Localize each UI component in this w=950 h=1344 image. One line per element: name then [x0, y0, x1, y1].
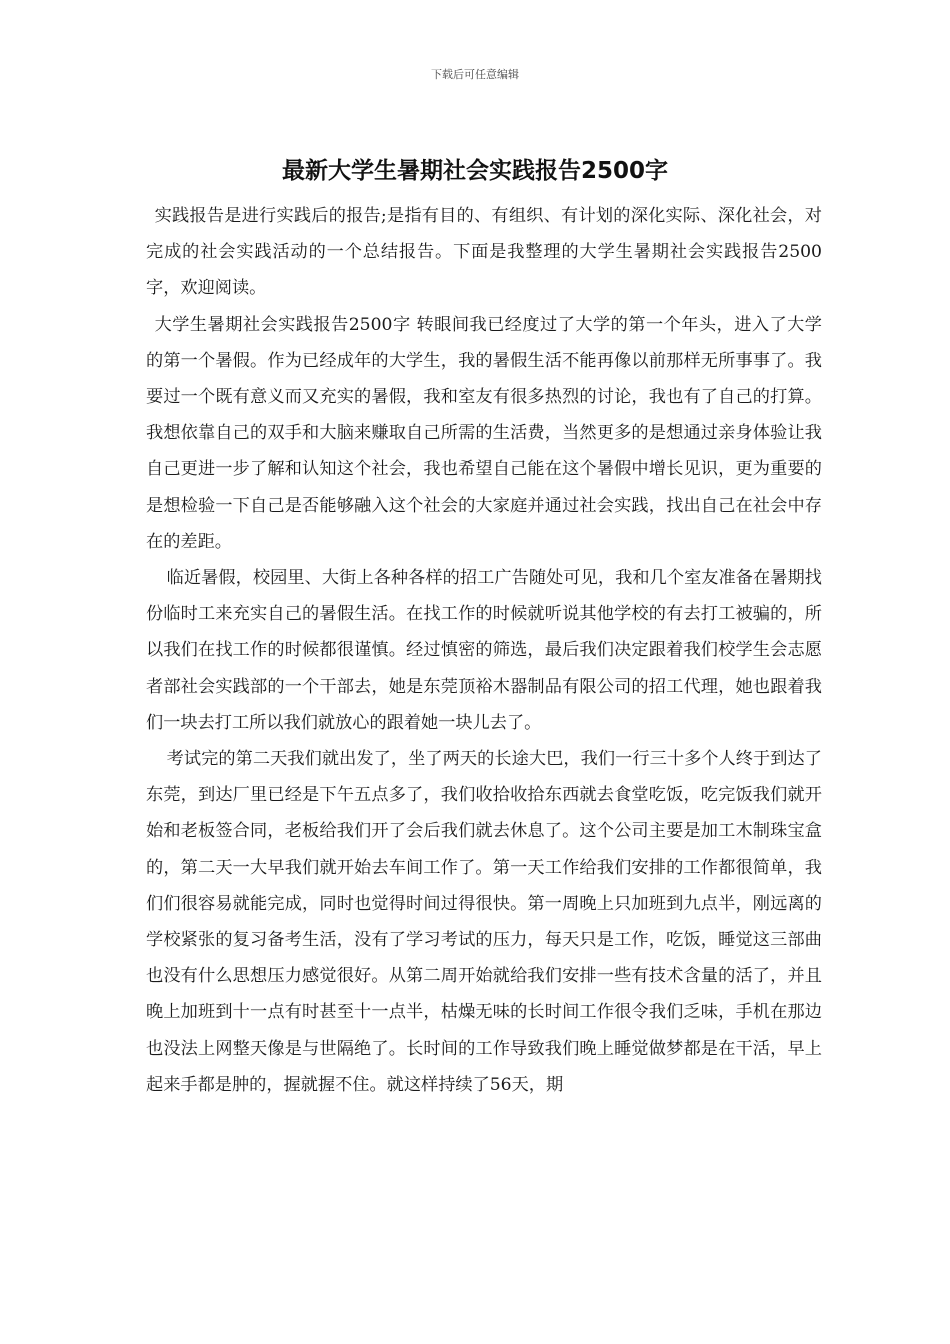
document-title: 最新大学生暑期社会实践报告2500字: [281, 158, 668, 184]
paragraph-job-search: 临近暑假，校园里、大街上各种各样的招工广告随处可见，我和几个室友准备在暑期找份临时工来充实自己的暑假生活。在找工作的时候就听说其他学校的有去打工被骗的，所以我们在找工作的时候都很谨慎。经过慎密的筛选，最后我们决定跟着我们校学生会志愿者部社会实践部的一个干部去，她是东莞顶裕木器制品有限公司的招工代理，她也跟着我们一块去打工所以我们就放心的跟着她一块儿去了。: [146, 568, 822, 733]
paragraph-intro: 实践报告是进行实践后的报告;是指有目的、有组织、有计划的深化实际、深化社会，对完成的社会实践活动的一个总结报告。下面是我整理的大学生暑期社会实践报告2500字，欢迎阅读。: [146, 206, 822, 299]
paragraph-opening: 大学生暑期社会实践报告2500字 转眼间我已经度过了大学的第一个年头，进入了大学的第一个暑假。作为已经成年的大学生，我的暑假生活不能再像以前那样无所事事了。我要过一个既有意义而又充实的暑假，我和室友有很多热烈的讨论，我也有了自己的打算。我想依靠自己的双手和大脑来赚取自己所需的生活费，当然更多的是想通过亲身体验让我自己更进一步了解和认知这个社会，我也希望自己能在这个暑假中增长见识，更为重要的是想检验一下自己是否能够融入这个社会的大家庭并通过社会实践，找出自己在社会中存在的差距。: [146, 314, 822, 552]
paragraph-work-experience: 考试完的第二天我们就出发了，坐了两天的长途大巴，我们一行三十多个人终于到达了东莞，到达厂里已经是下午五点多了，我们收拾收拾东西就去食堂吃饭，吃完饭我们就开始和老板签合同，老板给我们开了会后我们就去休息了。这个公司主要是加工木制珠宝盒的，第二天一大早我们就开始去车间工作了。第一天工作给我们安排的工作都很简单，我们们很容易就能完成，同时也觉得时间过得很快。第一周晚上只加班到九点半，刚远离的学校紧张的复习备考生活，没有了学习考试的压力，每天只是工作，吃饭，睡觉这三部曲也没有什么思想压力感觉很好。从第二周开始就给我们安排一些有技术含量的活了，并且晚上加班到十一点有时甚至十一点半，枯燥无味的长时间工作很令我们乏味，手机在那边也没法上网整天像是与世隔绝了。长时间的工作导致我们晚上睡觉做梦都是在干活，早上起来手都是肿的，握就握不住。就这样持续了56天，期: [146, 749, 822, 1095]
document-body: [146, 198, 822, 1103]
header-note: 下载后可任意编辑: [431, 68, 519, 81]
